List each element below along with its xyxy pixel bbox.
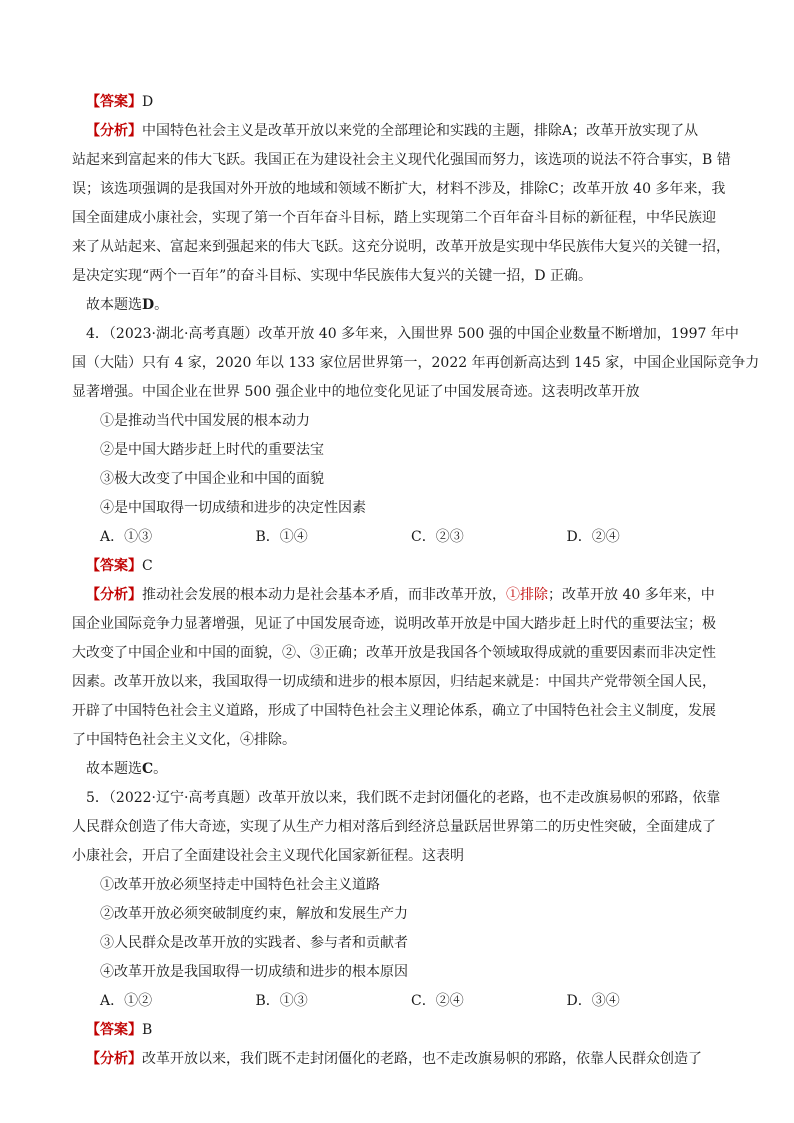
q4-analysis-line — [72, 581, 722, 610]
q4-stem: 4．（2023·湖北·高考真题）改革开放 40 多年来，入围世界 500 强的中国企业数量不断增加，1997 年中 — [86, 326, 739, 342]
choice-c: C．②④ — [411, 993, 464, 1009]
analysis-tag: 【分析】 — [86, 587, 142, 603]
answer-value: D — [142, 94, 154, 110]
analysis-text: ；改革开放 40 多年来，中 — [548, 587, 715, 603]
q4-option: ④是中国取得一切成绩和进步的决定性因素 — [100, 500, 366, 516]
conclusion-prefix: 故本题选 — [86, 297, 142, 313]
choice-d: D．②④ — [566, 529, 620, 545]
choice-a: A．①② — [100, 993, 153, 1009]
answer-value: C — [142, 558, 153, 574]
conclusion-choice: C — [142, 761, 154, 777]
analysis-tag: 【分析】 — [86, 1051, 142, 1067]
q5-option: ④改革开放是我国取得一切成绩和进步的根本原因 — [100, 964, 408, 980]
analysis-text: 国企业国际竞争力显著增强，见证了中国发展奇迹，说明改革开放是中国大踏步赶上时代的重要法宝；极 — [72, 616, 716, 632]
analysis-text: 中国特色社会主义是改革开放以来党的全部理论和实践的主题，排除A；改革开放实现了从 — [142, 123, 699, 139]
choice-b: B．①④ — [255, 529, 308, 545]
analysis-highlight: ①排除 — [506, 587, 548, 603]
q5-option: ①改革开放必须坚持走中国特色社会主义道路 — [100, 877, 380, 893]
conclusion-choice: D — [142, 297, 155, 313]
answer-tag: 【答案】 — [86, 1022, 142, 1038]
choice-d: D．③④ — [566, 993, 620, 1009]
conclusion-suffix: 。 — [154, 297, 169, 313]
q4-choices — [72, 523, 722, 552]
q5-stem: 人民群众创造了伟大奇迹，实现了从生产力相对落后到经济总量跃居世界第二的历史性突破，全面建成了 — [72, 819, 716, 835]
analysis-text: 了中国特色社会主义文化，④排除。 — [72, 732, 296, 748]
conclusion-prefix: 故本题选 — [86, 761, 142, 777]
q5-choices — [72, 987, 722, 1016]
q5-analysis-line — [72, 1045, 722, 1074]
analysis-text: 推动社会发展的根本动力是社会基本矛盾，而非改革开放， — [142, 587, 506, 603]
q4-stem: 显著增强。中国企业在世界 500 强企业中的地位变化见证了中国发展奇迹。这表明改革开放 — [72, 384, 640, 400]
choice-c: C．②③ — [411, 529, 464, 545]
q3-analysis-line — [72, 117, 722, 146]
choice-a: A．①③ — [100, 529, 153, 545]
analysis-text: 是决定实现“两个一百年”的奋斗目标、实现中华民族伟大复兴的关键一招，D 正确。 — [72, 268, 592, 284]
answer-value: B — [142, 1022, 153, 1038]
document-page — [72, 88, 760, 1074]
analysis-text: 误；该选项强调的是我国对外开放的地域和领域不断扩大，材料不涉及，排除C；改革开放 40 多年来，我 — [72, 181, 726, 197]
q5-stem: 小康社会，开启了全面建设社会主义现代化国家新征程。这表明 — [72, 848, 464, 864]
q5-stem: 5．（2022·辽宁·高考真题）改革开放以来，我们既不走封闭僵化的老路，也不走改旗易帜的邪路，依靠 — [86, 790, 721, 806]
q3-answer-line — [72, 88, 722, 117]
q5-answer-line — [72, 1016, 722, 1045]
q4-conclusion — [72, 755, 722, 784]
analysis-text: 国全面建成小康社会，实现了第一个百年奋斗目标，踏上实现第二个百年奋斗目标的新征程，中华民族迎 — [72, 210, 716, 226]
q3-conclusion — [72, 291, 722, 320]
analysis-text: 开辟了中国特色社会主义道路，形成了中国特色社会主义理论体系，确立了中国特色社会主义制度，发展 — [72, 703, 716, 719]
q5-option: ②改革开放必须突破制度约束，解放和发展生产力 — [100, 906, 408, 922]
q5-option: ③人民群众是改革开放的实践者、参与者和贡献者 — [100, 935, 408, 951]
q4-stem: 国（大陆）只有 4 家，2020 年以 133 家位居世界第一，2022 年再创新高达到 145 家，中国企业国际竞争力 — [72, 355, 760, 371]
q4-answer-line — [72, 552, 722, 581]
q4-option: ②是中国大踏步赶上时代的重要法宝 — [100, 442, 324, 458]
analysis-text: 因素。改革开放以来，我国取得一切成绩和进步的根本原因，归结起来就是：中国共产党带领全国人民， — [72, 674, 716, 690]
q4-option: ③极大改变了中国企业和中国的面貌 — [100, 471, 324, 487]
analysis-tag: 【分析】 — [86, 123, 142, 139]
answer-tag: 【答案】 — [86, 94, 142, 110]
analysis-text: 来了从站起来、富起来到强起来的伟大飞跃。这充分说明，改革开放是实现中华民族伟大复兴的关键一招， — [72, 239, 730, 255]
analysis-text: 改革开放以来，我们既不走封闭僵化的老路，也不走改旗易帜的邪路，依靠人民群众创造了 — [142, 1051, 702, 1067]
conclusion-suffix: 。 — [153, 761, 168, 777]
choice-b: B．①③ — [255, 993, 308, 1009]
answer-tag: 【答案】 — [86, 558, 142, 574]
analysis-text: 大改变了中国企业和中国的面貌，②、③正确；改革开放是我国各个领域取得成就的重要因素而非决定性 — [72, 645, 716, 661]
q4-option: ①是推动当代中国发展的根本动力 — [100, 413, 310, 429]
analysis-text: 站起来到富起来的伟大飞跃。我国正在为建设社会主义现代化强国而努力，该选项的说法不符合事实，B 错 — [72, 152, 731, 168]
